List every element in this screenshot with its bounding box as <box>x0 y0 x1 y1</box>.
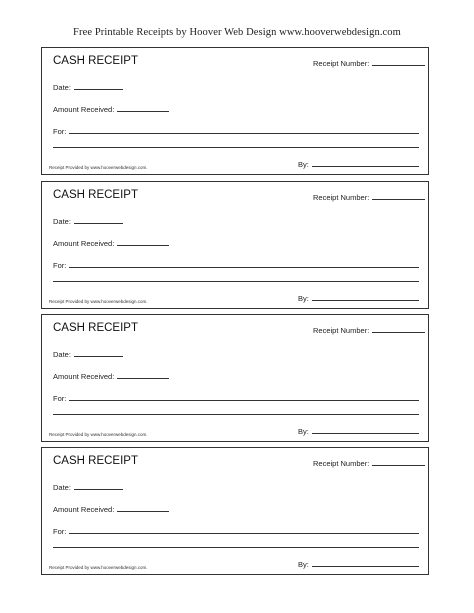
for-field <box>53 126 419 136</box>
receipt-credit: Receipt Provided by www.hooverwebdesign.com. <box>49 432 148 437</box>
receipt-title: CASH RECEIPT <box>53 322 138 334</box>
receipt-number-field <box>313 325 425 335</box>
date-line[interactable] <box>74 482 123 490</box>
receipt-number-label: Receipt Number: <box>313 193 370 202</box>
date-line[interactable] <box>74 349 123 357</box>
receipt-credit: Receipt Provided by www.hooverwebdesign.com. <box>49 299 148 304</box>
receipt-number-line[interactable] <box>372 325 425 333</box>
date-field <box>53 82 123 92</box>
receipt-title: CASH RECEIPT <box>53 189 138 201</box>
receipt-number-field <box>313 192 425 202</box>
date-label: Date: <box>53 350 71 359</box>
receipt-number-field <box>313 458 425 468</box>
receipt-credit: Receipt Provided by www.hooverwebdesign.com. <box>49 165 148 170</box>
receipt-number-line[interactable] <box>372 458 425 466</box>
date-label: Date: <box>53 217 71 226</box>
receipt-card <box>41 314 429 442</box>
amount-line[interactable] <box>117 238 169 246</box>
amount-label: Amount Received: <box>53 505 115 514</box>
date-line[interactable] <box>74 216 123 224</box>
receipt-number-label: Receipt Number: <box>313 326 370 335</box>
for-line[interactable] <box>69 260 419 268</box>
for-label: For: <box>53 527 67 536</box>
receipt-number-field <box>313 58 425 68</box>
amount-label: Amount Received: <box>53 372 115 381</box>
by-label: By: <box>298 294 309 303</box>
receipt-card <box>41 447 429 575</box>
for-field <box>53 393 419 403</box>
for-label: For: <box>53 261 67 270</box>
date-field <box>53 216 123 226</box>
receipt-title: CASH RECEIPT <box>53 55 138 67</box>
by-line[interactable] <box>312 559 419 567</box>
amount-field <box>53 504 169 514</box>
amount-line[interactable] <box>117 371 169 379</box>
date-field <box>53 482 123 492</box>
receipt-card <box>41 181 429 309</box>
for-line-2[interactable] <box>53 147 419 148</box>
receipt-number-line[interactable] <box>372 192 425 200</box>
receipt-number-line[interactable] <box>372 58 425 66</box>
by-line[interactable] <box>312 293 419 301</box>
for-field <box>53 260 419 270</box>
by-field <box>298 159 419 169</box>
amount-field <box>53 371 169 381</box>
date-field <box>53 349 123 359</box>
by-line[interactable] <box>312 159 419 167</box>
for-label: For: <box>53 127 67 136</box>
receipt-card <box>41 47 429 175</box>
date-label: Date: <box>53 83 71 92</box>
amount-line[interactable] <box>117 104 169 112</box>
for-line[interactable] <box>69 126 419 134</box>
amount-field <box>53 104 169 114</box>
by-field <box>298 426 419 436</box>
receipt-title: CASH RECEIPT <box>53 455 138 467</box>
by-label: By: <box>298 560 309 569</box>
amount-field <box>53 238 169 248</box>
by-label: By: <box>298 160 309 169</box>
amount-label: Amount Received: <box>53 105 115 114</box>
for-label: For: <box>53 394 67 403</box>
for-line-2[interactable] <box>53 281 419 282</box>
for-line[interactable] <box>69 526 419 534</box>
by-field <box>298 293 419 303</box>
by-field <box>298 559 419 569</box>
date-line[interactable] <box>74 82 123 90</box>
amount-label: Amount Received: <box>53 239 115 248</box>
for-line-2[interactable] <box>53 414 419 415</box>
amount-line[interactable] <box>117 504 169 512</box>
for-line[interactable] <box>69 393 419 401</box>
date-label: Date: <box>53 483 71 492</box>
for-line-2[interactable] <box>53 547 419 548</box>
receipt-number-label: Receipt Number: <box>313 459 370 468</box>
by-label: By: <box>298 427 309 436</box>
page-header: Free Printable Receipts by Hoover Web Design www.hooverwebdesign.com <box>73 27 401 38</box>
receipt-credit: Receipt Provided by www.hooverwebdesign.com. <box>49 565 148 570</box>
receipt-number-label: Receipt Number: <box>313 59 370 68</box>
for-field <box>53 526 419 536</box>
by-line[interactable] <box>312 426 419 434</box>
